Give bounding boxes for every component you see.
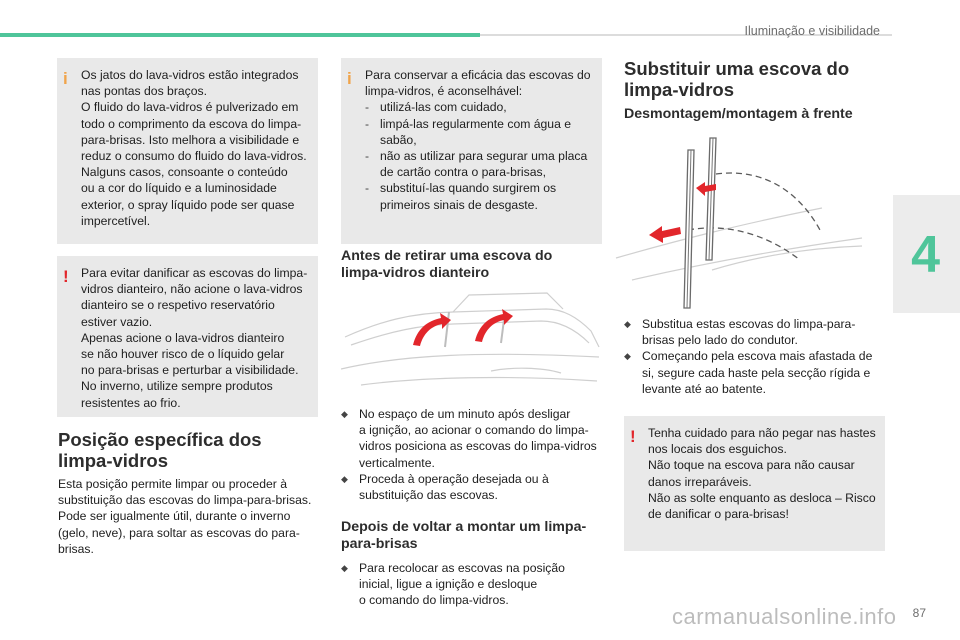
bullet-arrow-icon: ◆ [624,351,631,362]
bullet-item-continuation [624,365,872,381]
info-icon: i [347,69,352,88]
bullet-text: inicial, ligue a ignição e desloque [359,577,538,592]
dash-item-continuation [365,132,591,148]
text-line: para-brisas. Isto melhora a visibilidade e [81,132,300,147]
info-note-blade-care [341,58,602,244]
dash-marker: - [365,181,370,196]
text-line: resistentes ao frio. [81,395,181,410]
warning-note-text [81,265,307,411]
text-line: impercetível. [81,213,151,228]
text-line: substituição das escovas do limpa-para-brisas. [58,493,312,508]
bullet-text: Proceda à operação desejada ou à [359,471,549,486]
bullet-item-continuation [341,576,565,592]
bullet-text: brisas pelo lado do condutor. [642,333,798,348]
dash-item [365,180,591,196]
bullet-item-continuation [341,438,597,454]
text-line: (gelo, neve), para soltar as escovas do para- [58,525,300,540]
dash-item [365,99,591,115]
text-line: estiver vazio. [81,314,153,329]
body-specific-position [58,476,311,557]
text-line: Esta posição permite limpar ou proceder à [58,477,287,491]
text-line: se não houver risco de o líquido gelar [81,347,285,362]
bullet-item-continuation [341,422,597,438]
dash-text: de cartão contra o para-brisas, [380,165,546,180]
dash-item-continuation [365,164,591,180]
heading-before-removing: Antes de retirar uma escova do limpa-vidros dianteiro [341,248,553,281]
bullet-text: Substitua estas escovas do limpa-para- [642,317,856,331]
bullet-item-continuation [341,592,565,608]
bullet-text: a ignição, ao acionar o comando do limpa- [359,423,589,438]
bullet-item [624,316,872,332]
text-line: todo o comprimento da escova do limpa- [81,116,302,131]
bullet-text: levante até ao batente. [642,381,767,396]
text-line: exterior, o spray líquido pode ser quase [81,197,295,212]
bullet-item [341,560,565,576]
dash-text: substituí-las quando surgirem os [380,181,557,196]
bullet-item [341,471,597,487]
text-line: nas pontas dos braços. [81,84,208,99]
text-line: Pode ser igualmente útil, durante o inverno [58,509,291,524]
bullet-arrow-icon: ◆ [341,409,348,419]
bullet-list-before-removing [341,406,597,503]
text-line: O fluido do lava-vidros é pulverizado em [81,100,299,115]
warning-note-text [648,425,876,522]
page-number: 87 [912,606,926,620]
text-line: danos irreparáveis. [648,474,752,489]
bullet-item-continuation [624,332,872,348]
dash-item [365,148,591,164]
dash-item [365,116,591,132]
dash-marker: - [365,149,370,164]
text-line: Apenas acione o lava-vidros dianteiro [81,330,285,345]
text-line: Para conservar a eficácia das escovas do [365,68,591,82]
text-line: vidros dianteiro, não acione o lava-vidros [81,282,303,297]
bullet-arrow-icon: ◆ [341,563,348,573]
text-line: de danificar o para-brisas! [648,507,789,522]
warning-note-blade-handling [624,416,885,551]
watermark: carmanualsonline.info [672,604,897,629]
heading-replace-blade: Substituir uma escova do limpa-vidros [624,58,850,100]
info-note-text [365,67,591,213]
section-title: Iluminação e visibilidade [744,24,880,38]
bullet-item-continuation [341,487,597,503]
bullet-arrow-icon: ◆ [624,319,631,329]
bullet-text: o comando do limpa-vidros. [359,593,509,608]
subheading-removal-front: Desmontagem/montagem à frente [624,106,853,122]
bullet-text: Começando pela escova mais afastada de [642,349,873,364]
bullet-text: Para recolocar as escovas na posição [359,561,565,575]
info-note-text [81,67,307,229]
text-line: Não toque na escova para não causar [648,458,855,473]
text-line: dianteiro se o respetivo reservatório [81,298,275,313]
text-line: Os jatos do lava-vidros estão integrados [81,68,299,82]
dash-text: limpá-las regularmente com água e [380,116,572,131]
chapter-number: 4 [911,226,940,284]
car-wipers-raised-illustration [341,285,603,397]
dash-marker: - [365,116,370,131]
bullet-item-continuation [624,381,872,397]
heading-after-refitting: Depois de voltar a montar um limpa- para-brisas [341,519,587,552]
warning-icon: ! [630,427,636,446]
warning-icon: ! [63,267,69,286]
bullet-item-continuation [341,455,597,471]
text-line: brisas. [58,541,94,556]
text-line: nos locais dos esguichos. [648,442,787,457]
dash-text: não as utilizar para segurar uma placa [380,149,588,164]
bullet-text: vidros posiciona as escovas do limpa-vidros [359,439,597,454]
warning-note-washer [57,256,318,417]
bullet-text: verticalmente. [359,455,435,470]
bullet-item [341,406,597,422]
dash-item-continuation [365,197,591,213]
text-line: Tenha cuidado para não pegar nas hastes [648,426,876,440]
dash-text: sabão, [380,132,417,147]
text-line: No inverno, utilize sempre produtos [81,379,273,394]
wiper-blade-replacement-illustration [612,130,864,310]
info-note-washer-jets [57,58,318,244]
text-line: Para evitar danificar as escovas do limpa- [81,266,308,280]
text-line: Nalguns casos, consoante o conteúdo [81,165,288,180]
info-icon: i [63,69,68,88]
bullet-text: si, segure cada haste pela secção rígida e [642,365,871,380]
dash-text: primeiros sinais de desgaste. [380,197,538,212]
text-line: reduz o consumo do fluido do lava-vidros. [81,149,307,164]
bullet-item [624,348,872,364]
text-line: ou a cor do líquido e a luminosidade [81,181,277,196]
header-accent-bar [0,33,480,37]
text-line: limpa-vidros, é aconselhável: [365,84,523,99]
text-line: Não as solte enquanto as desloca – Risco [648,490,876,505]
bullet-list-after-refitting [341,560,565,609]
dash-marker: - [365,100,370,115]
bullet-text: No espaço de um minuto após desligar [359,407,571,421]
dash-text: utilizá-las com cuidado, [380,100,507,115]
bullet-text: substituição das escovas. [359,488,498,503]
text-line: no para-brisas e perturbar a visibilidade. [81,363,299,378]
bullet-arrow-icon: ◆ [341,473,348,484]
bullet-list-replace-blade [624,316,872,397]
heading-specific-position: Posição específica dos limpa-vidros [58,429,262,471]
